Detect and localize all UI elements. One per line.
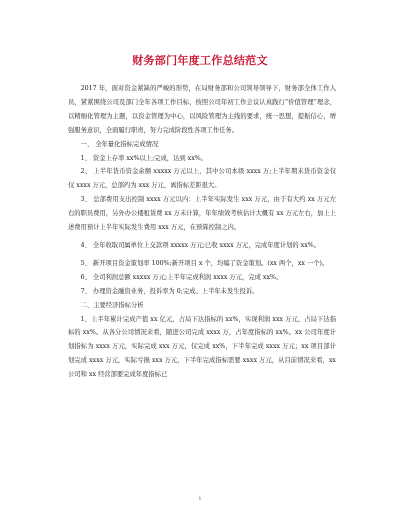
list-item: 4、 全年收取司属单位上交款项 xxxxx 万元;已收 xxxx 万元，完成年度计划的 xx%。 (80, 241, 321, 249)
document-body (68, 82, 336, 382)
analysis-paragraph: 1、上半年累计完成产值 xx 亿元，占局下达指标的 xx%，实现利润 xxx 万元，占局下达指标的 xx%。从各分公司情况来看，随进公司完成 xxxx 万，占年度指标的 xx%。xx 公司年度计划指标为 xxxx 万元，实际完成 xxx 万元，仅完成 xx%，下半年完成 xxxx 万元；xx 项目部计划完成 xxxx 万元，实际亏损 xxx 万元，下半年完成指标需要 xxxx 万元，从目前情况来看，xx 公司和 xx 经营部要完成年度指标已 (68, 315, 336, 379)
list-item: 1、 资金上存率 xx%以上;完成，达到 xx%。 (80, 154, 208, 162)
list-item: 6、 全司利润总额 xxxxx 万元;上半年完成利润 xxxx 万元，完成 xx%。 (80, 273, 283, 281)
list-item: 5、 新开项目资金策划率 100%;新开项目 x 个，均编了资金策划。(xx 两个，xx 一个)。 (80, 259, 329, 267)
list-item: 7、 办理资金融资业务，投诉率为 0;完成。上半年未发生投诉。 (80, 287, 259, 295)
section-heading-1: 一、 全年量化指标完成情况 (80, 140, 159, 148)
document-title: 财务部门年度工作总结范文 (132, 54, 268, 67)
list-item: 3、 总部费用支出控制 xxxx 万元以内：上半年实际发生 xxx 万元，由于有大约 xx 万元左右的职员费用，另外办公楼租赁费 xx 万未计算，年年绩效考核估计大概有 xx 万元左右，加上上述费用预计上半年实际发生费用 xxx 万元，在预算控制之内。 (68, 196, 336, 232)
intro-paragraph: 2017 年，面对资金紧缺的严峻的形势，在局财务部和公司领导领导下，财务部全体工作人员，紧紧围绕公司及部门全年各项工作目标，按照公司年初工作会议认真践行“价值管理”理念，以精细化管理为主题，以资金管理为中心，以风险管理为主线的要求，统一思想，提振信心，增强服务意识，全面履行职责，努力完成阶段性各项工作任务。 (68, 85, 336, 134)
list-item: 2、 上半年货币资金余额 xxxxx 万元以上，其中公司本级 xxxx 万;上半年期末货币资金仅仅 xxxx 万元，总部约为 xxx 万元，离指标差距很大。 (68, 168, 336, 190)
page-number: 1 (198, 496, 202, 502)
section-heading-2: 二、主要经济指标分析 (80, 301, 144, 309)
